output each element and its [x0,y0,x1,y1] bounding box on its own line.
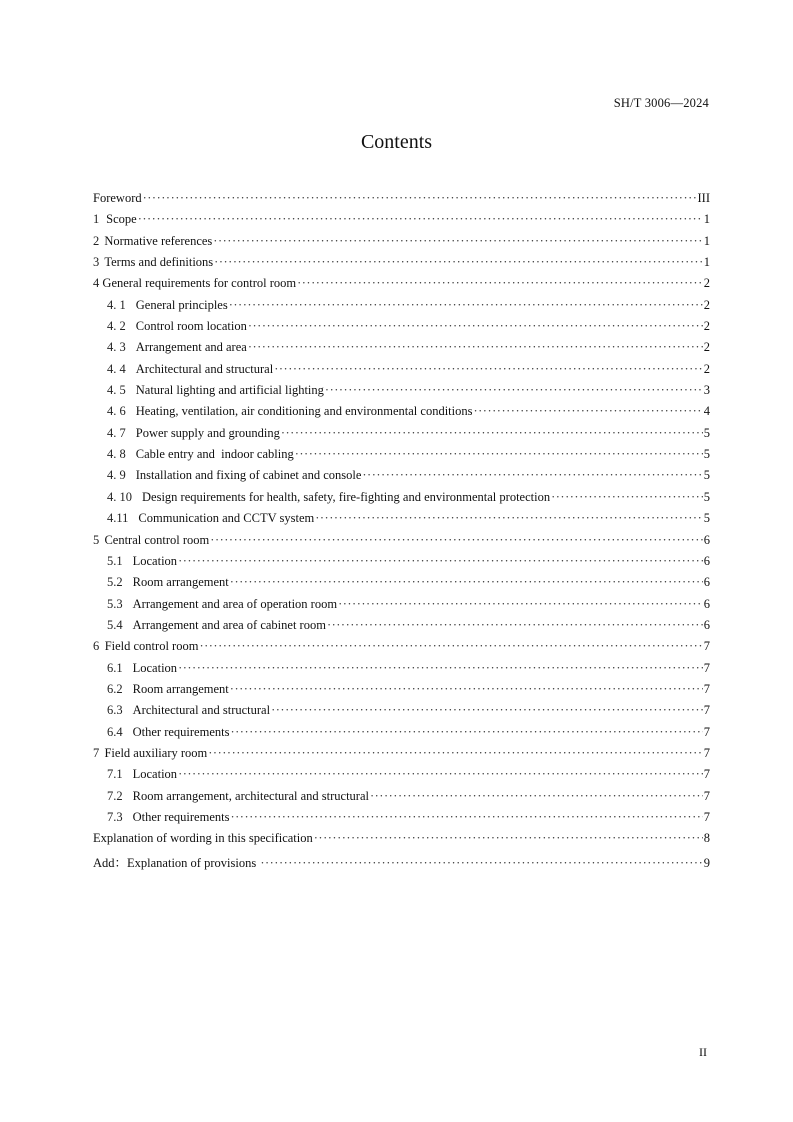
toc-entry-number: 3 [93,255,100,270]
toc-entry-label: Room arrangement [132,681,229,696]
toc-entry[interactable] [93,639,710,660]
toc-entry-page: 5 [703,425,710,440]
toc-entry-label: Architectural and structural [132,703,271,718]
toc-entry-number: 1 [93,212,100,227]
toc-entry[interactable] [93,661,710,682]
dot-leader [362,468,702,483]
dot-leader [138,212,703,227]
toc-entry[interactable] [93,618,710,639]
toc-entry-number: 5 [93,532,100,547]
toc-entry-page: 9 [703,855,710,870]
toc-entry[interactable] [93,298,710,319]
toc-entry-page: 3 [703,383,710,398]
toc-entry-page: 7 [703,809,710,824]
dot-leader [230,682,703,697]
dot-leader [178,554,703,569]
toc-entry[interactable] [93,789,710,810]
toc-entry-number: 6.4 [107,724,123,739]
toc-entry-number: 5.3 [107,596,123,611]
toc-entry[interactable] [93,255,710,276]
toc-entry[interactable] [93,234,710,255]
toc-entry-page: 7 [703,788,710,803]
dot-leader [325,383,703,398]
toc-entry-number: 5.4 [107,617,123,632]
dot-leader [370,789,703,804]
dot-leader [274,362,703,377]
toc-entry-number: 6.2 [107,681,123,696]
toc-entry[interactable] [93,276,710,297]
toc-entry-page: 4 [703,404,710,419]
toc-entry[interactable] [93,597,710,618]
toc-entry-number: 4. 1 [107,297,126,312]
document-code: SH/T 3006—2024 [613,96,709,110]
toc-entry-label: Scope [106,212,137,227]
dot-leader [230,725,702,740]
toc-entry-label: Foreword [93,191,142,205]
toc-entry-page: 6 [703,575,710,590]
toc-entry-page: 7 [703,639,710,654]
toc-entry[interactable] [93,191,710,212]
toc-entry-label: General principles [135,297,228,312]
toc-entry-label: Location [132,767,178,782]
dot-leader [178,661,703,676]
toc-entry-label: Central control room [104,532,210,547]
toc-entry-label: Design requirements for health, safety, fire-fighting and environmental protection [142,489,551,504]
dot-leader [551,490,703,505]
toc-entry[interactable] [93,575,710,596]
toc-entry-page: 5 [703,447,710,462]
toc-entry-page: 1 [703,233,710,248]
dot-leader [314,831,703,846]
dot-leader [315,511,703,526]
toc-entry-label: Room arrangement, architectural and structural [132,788,369,803]
toc-entry-label: Location [132,660,178,675]
page-title: Contents [360,131,433,153]
toc-entry-page: 6 [703,596,710,611]
toc-entry[interactable] [93,212,710,233]
page-number: II [699,1045,707,1059]
dot-leader [214,255,703,270]
toc-entry[interactable] [93,831,710,852]
toc-entry-number: 4 [93,276,100,291]
dot-leader [208,746,703,761]
toc-entry-number: 4. 3 [107,340,126,355]
toc-entry-number: 4. 4 [107,361,126,376]
dot-leader [473,404,702,419]
toc-entry-page: 8 [703,831,710,846]
toc-entry[interactable] [93,767,710,788]
toc-entry-number: 6 [93,639,100,654]
toc-entry-page: 1 [703,255,710,270]
toc-entry-number: 6.3 [107,703,123,718]
dot-leader [281,426,703,441]
toc-entry[interactable] [93,682,710,703]
toc-entry-page: 7 [703,681,710,696]
toc-entry-label: Installation and fixing of cabinet and console [135,468,362,483]
dot-leader [338,597,703,612]
dot-leader [143,191,697,206]
toc-entry[interactable] [93,703,710,724]
dot-leader [213,234,702,249]
dot-leader [229,298,703,313]
dot-leader [248,340,703,355]
toc-entry-number: 5.1 [107,553,123,568]
toc-entry[interactable] [93,362,710,383]
toc-entry-label: Natural lighting and artificial lighting [135,383,324,398]
toc-entry[interactable] [93,490,710,511]
toc-entry-page: 2 [703,276,710,291]
toc-entry[interactable] [93,810,710,831]
toc-entry-label: Power supply and grounding [135,425,280,440]
toc-entry-page: 2 [703,319,710,334]
toc-entry-number: 4. 2 [107,319,126,334]
dot-leader [295,447,703,462]
toc-entry-number: 6.1 [107,660,123,675]
toc-entry-label: Terms and definitions [104,255,214,270]
toc-entry-page: 5 [703,511,710,526]
toc-entry-number: 4. 6 [107,404,126,419]
toc-entry-number: 5.2 [107,575,123,590]
toc-entry-number: 4. 8 [107,447,126,462]
toc-entry-page: 7 [703,745,710,760]
dot-leader [178,767,703,782]
toc-entry-page: 7 [703,660,710,675]
toc-entry-number: 7 [93,745,100,760]
toc-entry-label: Architectural and structural [135,361,274,376]
toc-entry-page: 7 [703,767,710,782]
toc-entry-label: Room arrangement [132,575,229,590]
toc-entry[interactable] [93,554,710,575]
toc-entry-label: Add：Explanation of provisions [93,855,260,870]
toc-entry[interactable] [93,404,710,425]
dot-leader [297,276,703,291]
toc-entry-page: III [697,191,710,205]
toc-entry-label: Normative references [104,233,213,248]
toc-entry[interactable] [93,319,710,340]
toc-entry-number: 4.11 [107,511,129,526]
toc-entry-label: General requirements for control room [102,276,297,291]
toc-entry-page: 6 [703,553,710,568]
dot-leader [327,618,703,633]
dot-leader [248,319,703,334]
toc-entry-label: Explanation of wording in this specification [93,831,313,846]
toc-entry-page: 1 [703,212,710,227]
toc-entry-number: 4. 7 [107,425,126,440]
toc-entry-label: Field auxiliary room [104,745,208,760]
toc-entry-page: 5 [703,489,710,504]
toc-entry[interactable] [93,533,710,554]
toc-entry-label: Arrangement and area [135,340,247,355]
toc-entry[interactable] [93,426,710,447]
toc-entry-number: 4. 5 [107,383,126,398]
toc-entry-label: Heating, ventilation, air conditioning and environmental conditions [135,404,473,419]
dot-leader [230,575,703,590]
toc-entry-label: Communication and CCTV system [138,511,315,526]
toc-entry-number: 7.3 [107,809,123,824]
toc-entry-page: 6 [703,617,710,632]
toc-entry[interactable] [93,853,710,874]
toc-entry-number: 4. 9 [107,468,126,483]
toc-entry-label: Cable entry and indoor cabling [135,447,294,462]
toc-entry-label: Other requirements [132,724,230,739]
toc-entry-number: 7.1 [107,767,123,782]
dot-leader [230,810,702,825]
toc-entry-page: 7 [703,724,710,739]
toc-entry[interactable] [93,725,710,746]
toc-entry-label: Arrangement and area of cabinet room [132,617,326,632]
toc-entry-page: 2 [703,340,710,355]
dot-leader [199,639,702,654]
toc-entry-label: Field control room [104,639,199,654]
dot-leader [271,703,703,718]
toc-entry-number: 4. 10 [107,489,132,504]
toc-entry[interactable] [93,383,710,404]
toc-entry-label: Arrangement and area of operation room [132,596,338,611]
toc-entry-number: 7.2 [107,788,123,803]
toc-entry-page: 2 [703,361,710,376]
toc-entry-label: Other requirements [132,809,230,824]
toc-entry-label: Control room location [135,319,247,334]
toc-entry[interactable] [93,447,710,468]
toc-entry[interactable] [93,511,710,532]
toc-entry-page: 2 [703,297,710,312]
toc-entry-page: 5 [703,468,710,483]
toc-entry-page: 6 [703,532,710,547]
table-of-contents [93,191,710,874]
toc-entry[interactable] [93,746,710,767]
dot-leader [210,533,702,548]
dot-leader [260,856,702,871]
toc-entry-label: Location [132,553,178,568]
toc-entry[interactable] [93,340,710,361]
toc-entry[interactable] [93,468,710,489]
toc-entry-number: 2 [93,233,100,248]
toc-entry-page: 7 [703,703,710,718]
